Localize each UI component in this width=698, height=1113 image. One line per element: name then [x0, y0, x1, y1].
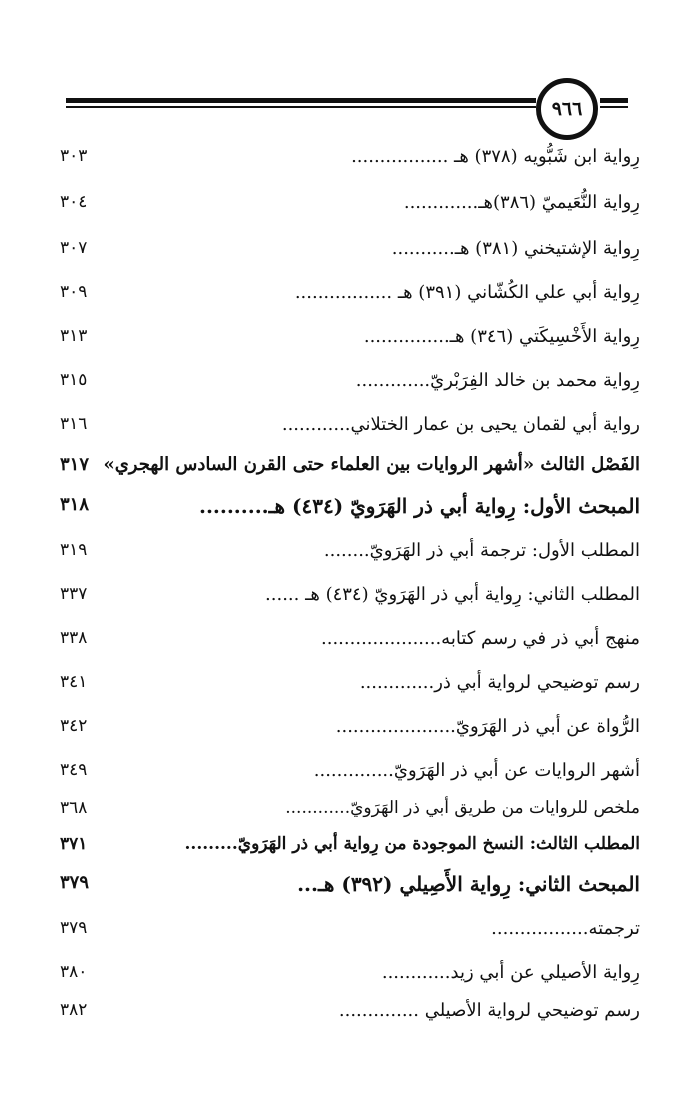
toc-entry-page: ٣٦٨: [60, 798, 88, 818]
toc-entry-page: ٣٧١: [60, 834, 88, 854]
toc-entry-page: ٣١٣: [60, 326, 88, 346]
toc-entry-page: ٣٨٢: [60, 1000, 88, 1020]
toc-entry-title: رِواية محمد بن خالد الفِرَبْريّ.............: [355, 370, 640, 391]
toc-entry-page: ٣٧٩: [60, 918, 88, 938]
page-header: [0, 0, 698, 150]
toc-entry-title: المطلب الثالث: النسخ الموجودة من رِواية أبي ذر الهَرَويّ.........: [184, 834, 640, 854]
page-number: ٩٦٦: [536, 78, 598, 140]
header-rule-thin: [66, 106, 536, 108]
toc-entry-title: ملخص للروايات من طريق أبي ذر الهَرَويّ............: [285, 798, 640, 818]
toc-entry-title: رسم توضيحي لرواية أبي ذر.............: [359, 672, 640, 693]
toc-entry-page: ٣٣٨: [60, 628, 88, 648]
toc-entry-title: الرُّواة عن أبي ذر الهَرَويّ.....................: [335, 716, 640, 737]
toc-chapter-page: ٣١٧: [60, 454, 90, 475]
toc-entry-title: المطلب الأول: ترجمة أبي ذر الهَرَويّ........: [323, 540, 640, 561]
toc-entry-title: المطلب الثاني: رِواية أبي ذر الهَرَويّ (٤٣٤) هـ ......: [265, 584, 640, 605]
toc-entry-page: ٣٨٠: [60, 962, 88, 982]
toc-entry-title: رِواية الأصيلي عن أبي زيد............: [381, 962, 640, 983]
toc-chapter-title: الفَصْل الثالث «أشهر الروايات بين العلماء حتى القرن السادس الهجري»: [103, 454, 640, 475]
toc-section-page: ٣٧٩: [60, 872, 90, 893]
toc-entry-page: ٣١٦: [60, 414, 88, 434]
header-rule-right-thick: [600, 98, 628, 103]
toc-entry-title: ترجمته.................: [491, 918, 640, 939]
toc-entry-page: ٣٠٣: [60, 146, 88, 166]
toc-entry-title: أشهر الروايات عن أبي ذر الهَرَويّ..............: [313, 760, 640, 781]
toc-entry-page: ٣٠٤: [60, 192, 88, 212]
toc-section-title: المبحث الأول: رِواية أبي ذر الهَرَويّ (٤٣٤) هـ..........: [198, 494, 640, 518]
toc-entry-page: ٣١٩: [60, 540, 88, 560]
toc-entry-title: رِواية الإشتيخني (٣٨١) هـ...........: [391, 238, 640, 259]
toc-entry-page: ٣٠٩: [60, 282, 88, 302]
header-rule-thick: [66, 98, 536, 103]
toc-entry-title: رِواية أبي علي الكُشّاني (٣٩١) هـ .................: [294, 282, 640, 303]
toc-entry-title: رِواية ابن شَبُّويه (٣٧٨) هـ .................: [351, 146, 640, 167]
header-rule-right-thin: [600, 106, 628, 108]
toc-entry-title: رِواية الأَخْسِيكَتي (٣٤٦) هـ...............: [363, 326, 640, 347]
toc-entry-page: ٣١٥: [60, 370, 88, 390]
toc-entry-page: ٣٤٢: [60, 716, 88, 736]
toc-entry-page: ٣٠٧: [60, 238, 88, 258]
toc-entry-page: ٣٤١: [60, 672, 88, 692]
toc-entry-title: رِواية النُّعَيميّ (٣٨٦)هـ.............: [403, 192, 640, 213]
toc-entry-page: ٣٣٧: [60, 584, 88, 604]
toc-entry-page: ٣٤٩: [60, 760, 88, 780]
toc-section-title: المبحث الثاني: رِواية الأَصِيلي (٣٩٢) هـ...: [297, 872, 640, 896]
toc-entry-title: رواية أبي لقمان يحيى بن عمار الختلاني............: [281, 414, 640, 435]
toc-entry-title: رسم توضيحي لرواية الأصيلي ..............: [338, 1000, 640, 1021]
toc-section-page: ٣١٨: [60, 494, 90, 515]
toc-entry-title: منهج أبي ذر في رسم كتابه.....................: [321, 628, 640, 649]
